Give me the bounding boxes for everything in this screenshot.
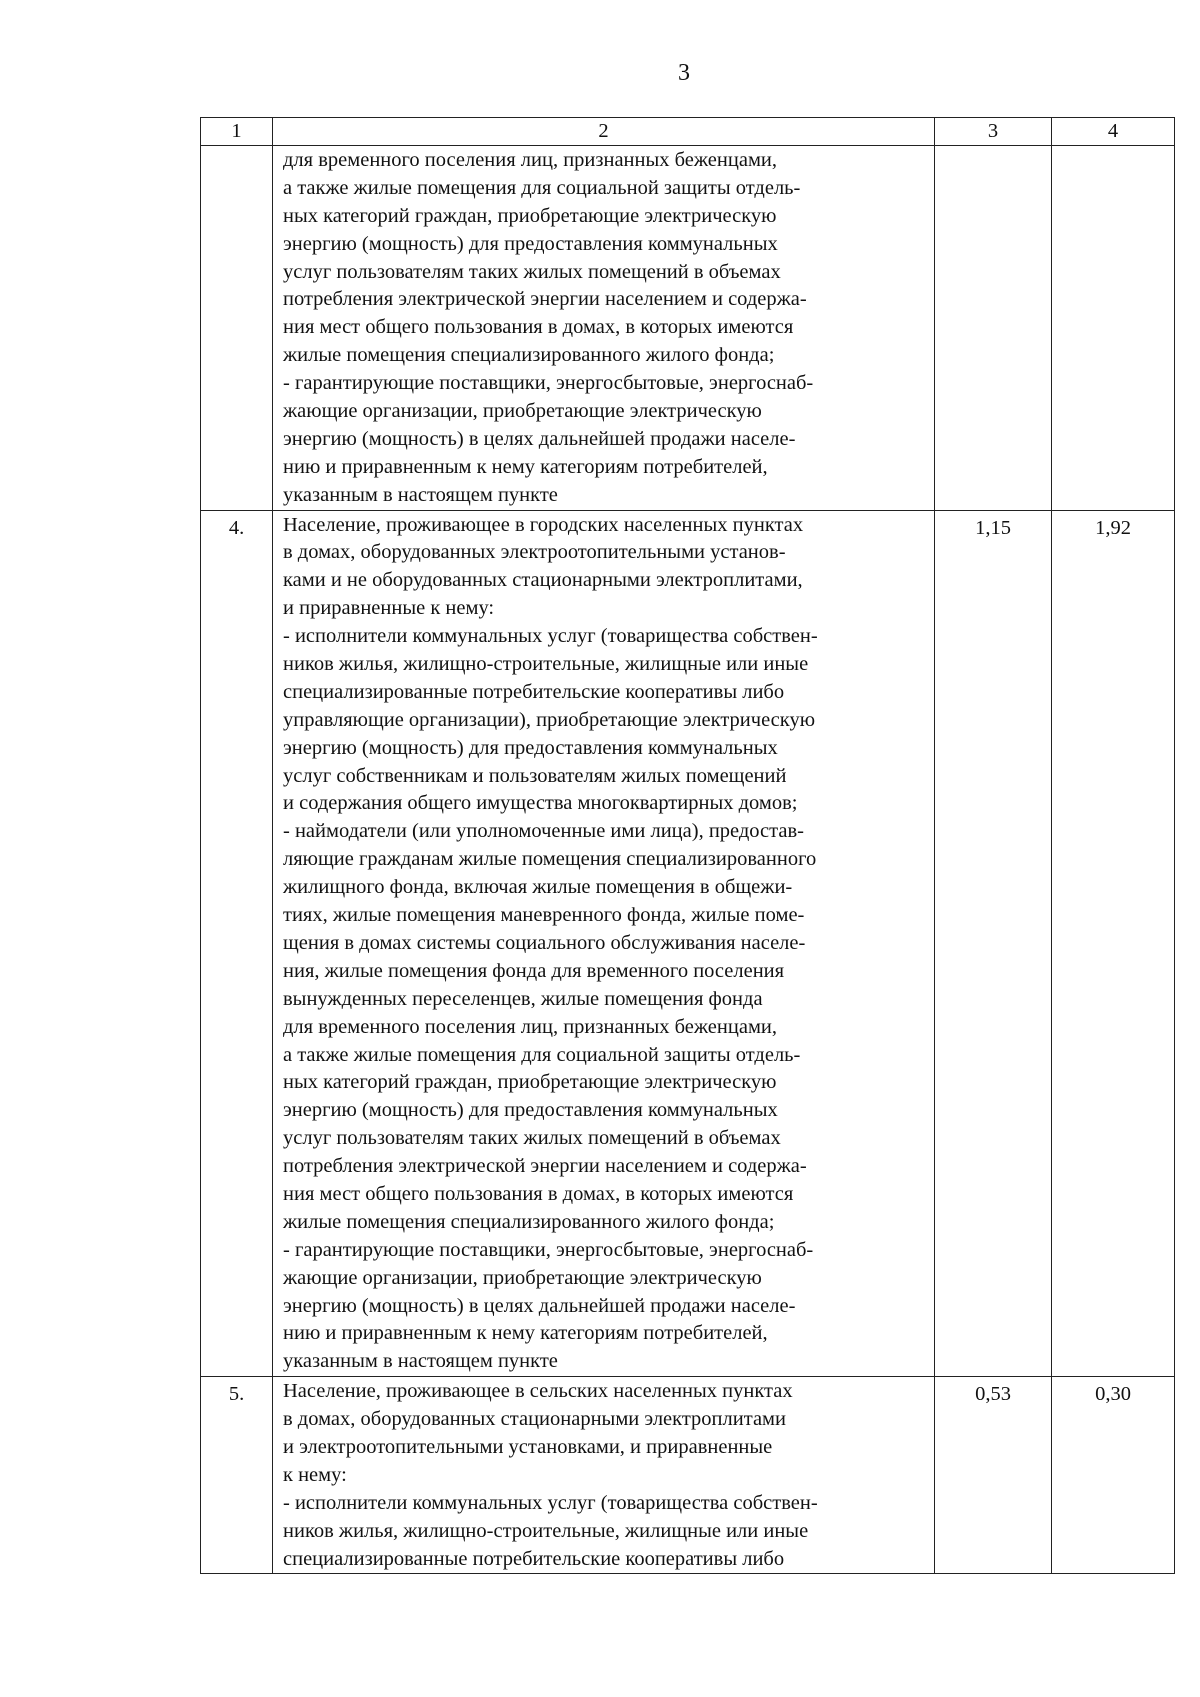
description-line: и приравненные к нему: xyxy=(283,597,495,620)
value-cell-col4: 1,92 xyxy=(1052,510,1175,1377)
description-line: ния мест общего пользования в домах, в которых имеются xyxy=(283,316,794,339)
description-line: для временного поселения лиц, признанных беженцами, xyxy=(283,149,778,171)
header-cell-3: 3 xyxy=(935,118,1052,146)
description-line: ками и не оборудованных стационарными электроплитами, xyxy=(283,569,803,592)
header-cell-1: 1 xyxy=(201,118,273,146)
description-line: - исполнители коммунальных услуг (товарищества собствен- xyxy=(283,625,818,648)
row-description-cell xyxy=(273,510,935,1377)
value-cell-col4 xyxy=(1052,146,1175,511)
value-cell-col3: 0,53 xyxy=(935,1377,1052,1574)
description-line: - гарантирующие поставщики, энергосбытовые, энергоснаб- xyxy=(283,1238,814,1261)
value-cell-col3 xyxy=(935,146,1052,511)
description-line: жилищного фонда, включая жилые помещения в общежи- xyxy=(283,876,793,899)
row-description-cell xyxy=(273,1377,935,1574)
description-line: нию и приравненным к нему категориям потребителей, xyxy=(283,1322,768,1345)
description-line: вынужденных переселенцев, жилые помещения фонда xyxy=(283,987,763,1010)
description-line: управляющие организации), приобретающие электрическую xyxy=(283,708,816,731)
description-line: для временного поселения лиц, признанных беженцами, xyxy=(283,1015,778,1038)
description-line: щения в домах системы социального обслуживания населе- xyxy=(283,931,806,954)
description-line: указанным в настоящем пункте xyxy=(283,1350,558,1373)
tariff-table xyxy=(200,117,1175,1574)
description-line: ния, жилые помещения фонда для временного поселения xyxy=(283,959,785,982)
row-number-cell: 4. xyxy=(201,510,273,1377)
page-number: 3 xyxy=(678,60,690,86)
description-line: ляющие гражданам жилые помещения специализированного xyxy=(283,848,817,871)
description-line: услуг пользователям таких жилых помещений в объемах xyxy=(283,1127,781,1150)
description-line: энергию (мощность) для предоставления коммунальных xyxy=(283,1099,778,1122)
value-cell-col4: 0,30 xyxy=(1052,1377,1175,1574)
description-line: - наймодатели (или уполномоченные ими лица), предостав- xyxy=(283,820,804,843)
table-header-row xyxy=(201,118,1175,146)
description-line: а также жилые помещения для социальной защиты отдель- xyxy=(283,1043,801,1066)
description-line: жающие организации, приобретающие электрическую xyxy=(283,400,762,423)
description-line: - исполнители коммунальных услуг (товарищества собствен- xyxy=(283,1491,818,1514)
description-line: ных категорий граждан, приобретающие электрическую xyxy=(283,1071,777,1094)
table-row xyxy=(201,510,1175,1377)
description-line: - гарантирующие поставщики, энергосбытовые, энергоснаб- xyxy=(283,372,814,395)
description-line: а также жилые помещения для социальной защиты отдель- xyxy=(283,176,801,199)
description-line: жилые помещения специализированного жилого фонда; xyxy=(283,344,775,367)
description-line: потребления электрической энергии населением и содержа- xyxy=(283,288,807,311)
table-row xyxy=(201,146,1175,511)
description-line: потребления электрической энергии населением и содержа- xyxy=(283,1155,807,1178)
description-line: энергию (мощность) для предоставления коммунальных xyxy=(283,232,778,255)
description-line: нию и приравненным к нему категориям потребителей, xyxy=(283,455,768,478)
description-line: указанным в настоящем пункте xyxy=(283,483,558,506)
description-line: услуг собственникам и пользователям жилых помещений xyxy=(283,764,787,787)
value-cell-col3: 1,15 xyxy=(935,510,1052,1377)
description-line: ников жилья, жилищно-строительные, жилищные или иные xyxy=(283,1519,809,1542)
description-line: жающие организации, приобретающие электрическую xyxy=(283,1266,762,1289)
description-line: Население, проживающее в сельских населенных пунктах xyxy=(283,1380,793,1403)
header-cell-4: 4 xyxy=(1052,118,1175,146)
description-line: специализированные потребительские кооперативы либо xyxy=(283,1547,785,1570)
row-number-cell xyxy=(201,146,273,511)
description-line: энергию (мощность) для предоставления коммунальных xyxy=(283,736,778,759)
description-line: ных категорий граждан, приобретающие электрическую xyxy=(283,204,777,227)
description-line: и электроотопительными установками, и приравненные xyxy=(283,1435,773,1458)
header-cell-2: 2 xyxy=(273,118,935,146)
description-line: энергию (мощность) в целях дальнейшей продажи населе- xyxy=(283,1294,796,1317)
description-line: жилые помещения специализированного жилого фонда; xyxy=(283,1210,775,1233)
description-line: специализированные потребительские кооперативы либо xyxy=(283,680,785,703)
description-line: тиях, жилые помещения маневренного фонда, жилые поме- xyxy=(283,904,805,927)
description-line: ников жилья, жилищно-строительные, жилищные или иные xyxy=(283,653,809,676)
description-line: к нему: xyxy=(283,1463,347,1486)
table-row xyxy=(201,1377,1175,1574)
description-line: услуг пользователям таких жилых помещений в объемах xyxy=(283,260,781,283)
row-number-cell: 5. xyxy=(201,1377,273,1574)
description-line: энергию (мощность) в целях дальнейшей продажи населе- xyxy=(283,427,796,450)
description-line: ния мест общего пользования в домах, в которых имеются xyxy=(283,1182,794,1205)
description-line: в домах, оборудованных электроотопительными установ- xyxy=(283,541,786,564)
row-description-cell xyxy=(273,146,935,511)
description-line: в домах, оборудованных стационарными электроплитами xyxy=(283,1408,786,1431)
description-line: Население, проживающее в городских населенных пунктах xyxy=(283,513,804,536)
description-line: и содержания общего имущества многоквартирных домов; xyxy=(283,792,798,815)
